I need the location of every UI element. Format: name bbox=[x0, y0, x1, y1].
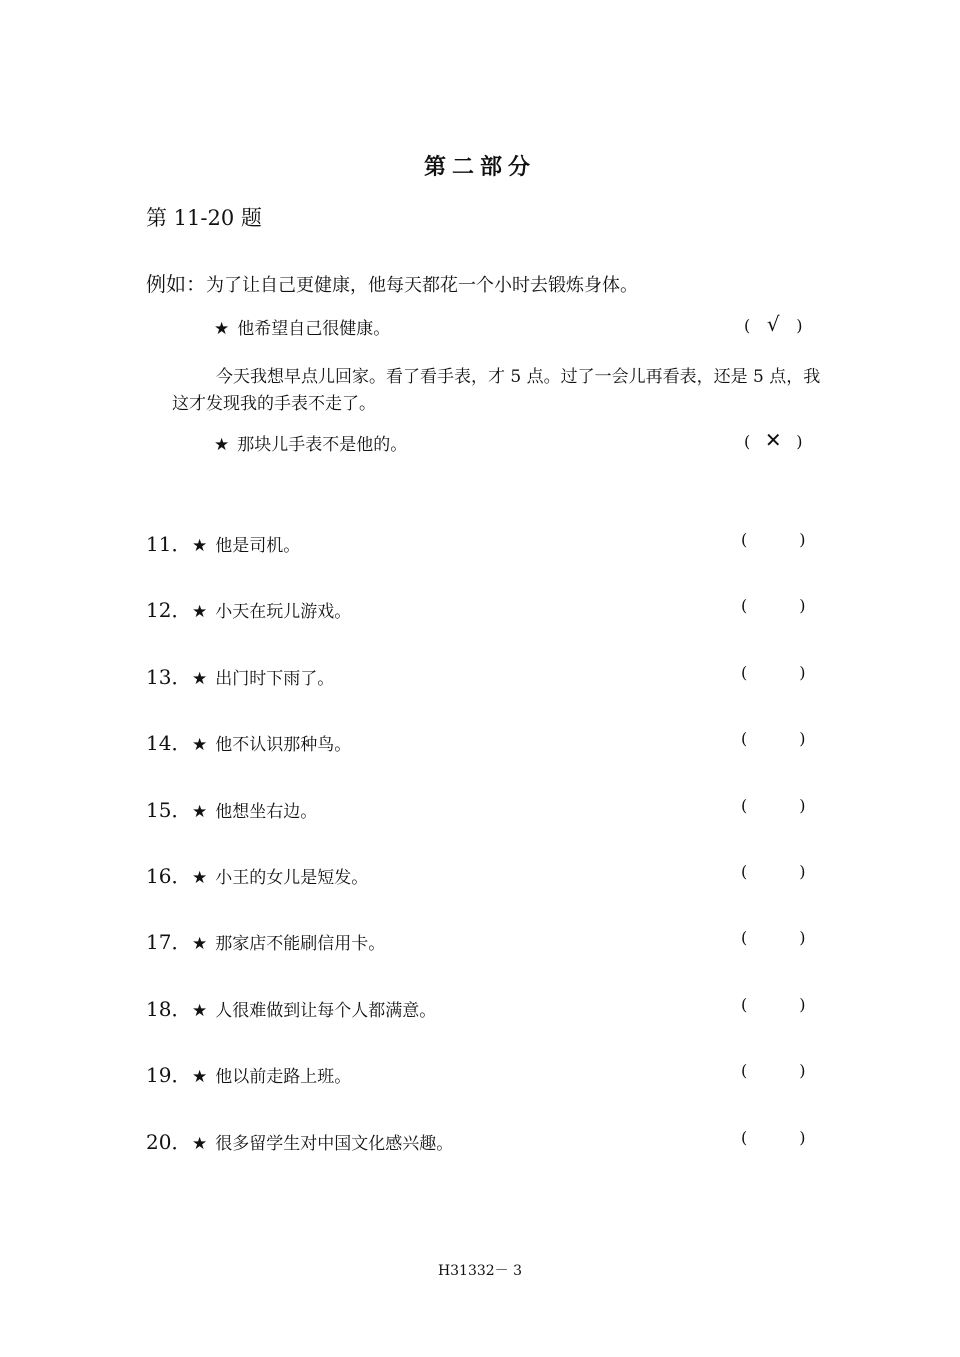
answer-blank[interactable]: ( ) bbox=[741, 928, 806, 948]
question-range: 第 11-20 题 bbox=[146, 206, 262, 230]
answer-blank[interactable]: ( ) bbox=[741, 596, 806, 616]
question-text: 他以前走路上班。 bbox=[215, 1067, 352, 1088]
cross-mark-icon: ✕ bbox=[764, 428, 782, 452]
star-icon: ★ bbox=[214, 435, 230, 455]
answer-blank[interactable]: ( ) bbox=[741, 994, 806, 1014]
question-text: 他不认识那种鸟。 bbox=[215, 735, 352, 756]
star-icon: ★ bbox=[192, 868, 208, 888]
page-footer: H31332－ 3 bbox=[437, 1263, 523, 1279]
question-row bbox=[146, 528, 300, 557]
question-row bbox=[146, 594, 351, 623]
question-number: 13． bbox=[146, 664, 192, 689]
example-label: 例如： bbox=[146, 272, 206, 296]
question-text: 人很难做到让每个人都满意。 bbox=[215, 1000, 437, 1021]
example-sentence: 为了让自己更健康，他每天都花一个小时去锻炼身体。 bbox=[206, 275, 638, 296]
example-passage: 今天我想早点儿回家。看了看手表，才 5 点。过了一会儿再看表，还是 5 点，我这才发现我的手表不走了。 bbox=[172, 367, 821, 414]
star-icon: ★ bbox=[192, 1067, 208, 1088]
question-row bbox=[146, 993, 436, 1022]
question-number: 16． bbox=[146, 864, 192, 888]
statement-text: 他希望自己很健康。 bbox=[237, 319, 391, 339]
question-number: 19． bbox=[146, 1063, 192, 1088]
answer-blank[interactable]: ( ) bbox=[741, 729, 806, 749]
example-statement-1 bbox=[214, 314, 390, 339]
question-number: 11． bbox=[146, 532, 192, 556]
question-text: 很多留学生对中国文化感兴趣。 bbox=[215, 1133, 454, 1154]
question-text: 那家店不能刷信用卡。 bbox=[215, 934, 386, 955]
answer-blank[interactable]: ( ) bbox=[741, 1061, 806, 1081]
star-icon: ★ bbox=[192, 1000, 208, 1021]
star-icon: ★ bbox=[192, 934, 208, 955]
question-text: 小王的女儿是短发。 bbox=[215, 868, 369, 888]
question-number: 18． bbox=[146, 996, 192, 1021]
answer-blank[interactable]: ( ) bbox=[741, 1127, 806, 1147]
answer-blank[interactable]: ( ) bbox=[741, 862, 806, 881]
answer-blank[interactable]: ( ) bbox=[741, 662, 806, 682]
star-icon: ★ bbox=[192, 1133, 208, 1154]
check-mark-icon: √ bbox=[766, 312, 780, 336]
star-icon: ★ bbox=[192, 735, 208, 756]
star-icon: ★ bbox=[214, 319, 230, 339]
star-icon: ★ bbox=[192, 801, 208, 822]
answer-blank[interactable]: ( ) bbox=[741, 530, 806, 549]
question-number: 20． bbox=[146, 1129, 192, 1154]
section-title: 第二部分 bbox=[423, 154, 536, 180]
question-number: 15． bbox=[146, 797, 192, 822]
example-statement-2 bbox=[214, 430, 407, 455]
answer-blank[interactable]: ( ) bbox=[741, 795, 806, 815]
question-text: 他是司机。 bbox=[215, 536, 301, 556]
question-row bbox=[146, 661, 334, 690]
example-answer-2: ( ✕ ) bbox=[744, 428, 803, 452]
question-text: 他想坐右边。 bbox=[215, 801, 318, 822]
question-row bbox=[146, 727, 351, 756]
question-text: 小天在玩儿游戏。 bbox=[215, 602, 352, 623]
example-answer-1: ( √ ) bbox=[744, 312, 803, 336]
question-row bbox=[146, 860, 368, 889]
question-row bbox=[146, 1059, 351, 1088]
star-icon: ★ bbox=[192, 602, 208, 623]
question-row bbox=[146, 926, 385, 955]
question-number: 14． bbox=[146, 731, 192, 756]
star-icon: ★ bbox=[192, 536, 208, 556]
question-text: 出门时下雨了。 bbox=[215, 668, 335, 689]
question-row bbox=[146, 1126, 453, 1155]
star-icon: ★ bbox=[192, 668, 208, 689]
statement-text: 那块儿手表不是他的。 bbox=[237, 435, 408, 455]
question-number: 17． bbox=[146, 930, 192, 955]
question-row bbox=[146, 794, 317, 823]
example-intro bbox=[146, 268, 638, 297]
question-number: 12． bbox=[146, 598, 192, 623]
